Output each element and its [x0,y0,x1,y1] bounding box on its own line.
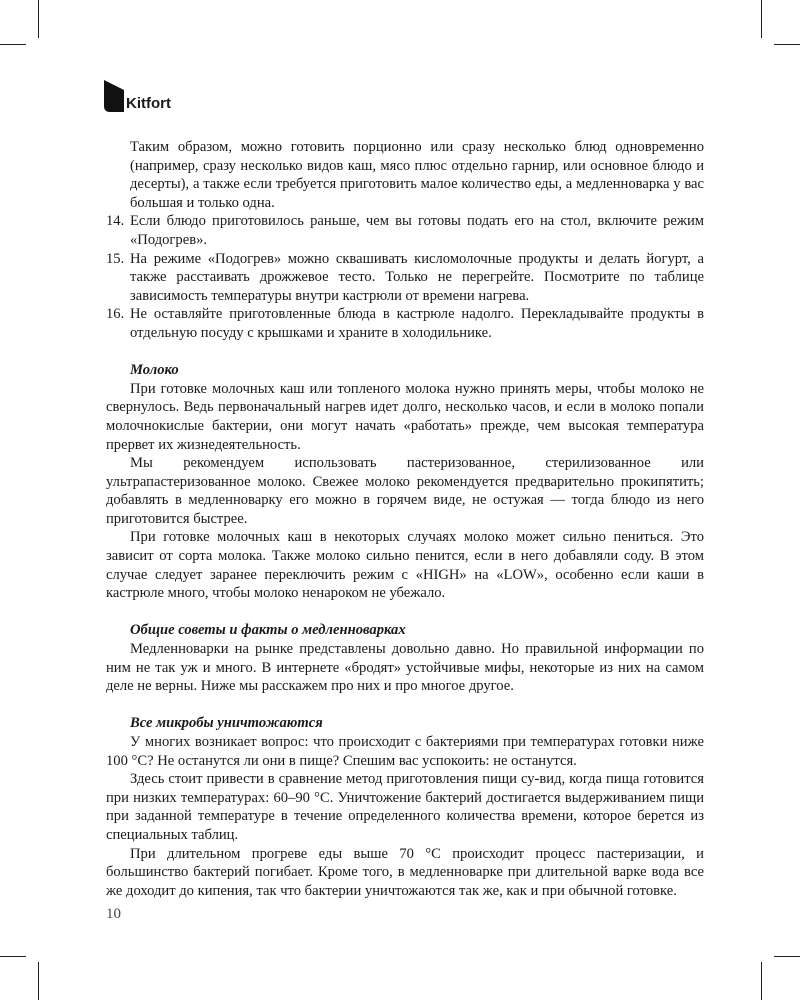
crop-mark-bottom-left [38,962,39,1000]
paragraph: При готовке молочных каш или топленого молока нужно принять меры, чтобы молоко не свернулось. Ведь первоначальный нагрев идет долго, несколько часов, и если в молоко попали молочнокислые бактерии, они могут начать «работать» прежде, чем высокая температура прервет их жизнедеятельность. [106,380,704,453]
kitfort-logo-icon [104,80,124,112]
list-item-text: Не оставляйте приготовленные блюда в кастрюле надолго. Перекладывайте продукты в отдельную посуду с крышками и храните в холодильнике. [130,306,704,341]
crop-mark-top-left [38,0,39,38]
section-heading-general-tips: Общие советы и факты о медленноварках [130,622,406,639]
list-item-number: 15. [106,250,125,267]
section-heading-milk: Молоко [130,362,179,379]
list-item [106,250,704,306]
paragraph: При готовке молочных каш в некоторых случаях молоко может сильно пениться. Это зависит от сорта молока. Также молоко сильно пенится, если в него добавляли соду. В этом случае следует заранее переключить режим с «HIGH» на «LOW», особенно если каши в кастрюле много, чтобы молоко ненароком не убежало. [106,529,704,602]
page-content [106,138,704,900]
crop-mark-top-right-h [774,44,800,45]
page-number: 10 [106,906,121,922]
list-item-number: 14. [106,213,125,230]
paragraph: Медленноварки на рынке представлены довольно давно. Но правильной информации по ним не так уж и много. В интернете «бродят» устойчивые мифы, некоторые из них на самом деле не верны. Ниже мы расскажем про них и про многое другое. [106,641,704,695]
paragraph: Здесь стоит привести в сравнение метод приготовления пищи су-вид, когда пища готовится при низких температурах: 60–90 °C. Уничтожение бактерий достигается выдерживанием пищи при заданной температуре в течение определенного количества времени, которое берется из специальных таблиц. [106,771,704,843]
crop-mark-bottom-right-h [774,956,800,957]
crop-mark-bottom-left-h [0,956,26,957]
list-item-text: Если блюдо приготовилось раньше, чем вы готовы подать его на стол, включите режим «Подогрев». [130,213,704,248]
crop-mark-top-right [761,0,762,38]
list-continuation: Таким образом, можно готовить порционно или сразу несколько блюд одновременно (например, сразу несколько видов каш, мясо плюс отдельно гарнир, или основное блюдо и десерты), а также если требуется приготовить малое количество еды, а медленноварка у вас большая и только одна. [130,139,704,211]
paragraph: У многих возникает вопрос: что происходит с бактериями при температурах готовки ниже 100 °C? Не останутся ли они в пище? Спешим вас успокоить: не останутся. [106,734,704,769]
paragraph: При длительном прогреве еды выше 70 °C происходит процесс пастеризации, и большинство бактерий погибает. Кроме того, в медленноварке при длительной варке вода все же доходит до кипения, так что бактерии уничтожаются так же, как и при обычной готовке. [106,845,704,899]
list-item [106,212,704,249]
section-heading-microbes: Все микробы уничтожаются [130,715,323,732]
brand-logo [104,80,171,112]
brand-name: Kitfort [126,95,171,112]
crop-mark-bottom-right [761,962,762,1000]
paragraph: Мы рекомендуем использовать пастеризованное, стерилизованное или ультрапастеризованное молоко. Свежее молоко рекомендуется предварительно прокипятить; добавлять в медленноварку его можно в горячем виде, не остужая — тогда блюдо из него приготовится быстрее. [106,455,704,527]
crop-mark-top-left-h [0,44,26,45]
list-item [106,305,704,342]
list-item-text: На режиме «Подогрев» можно сквашивать кисломолочные продукты и делать йогурт, а также расстаивать дрожжевое тесто. Только не перегрейте. Посмотрите по таблице зависимость температуры внутри кастрюли от времени нагрева. [130,250,704,304]
list-item-number: 16. [106,306,125,323]
